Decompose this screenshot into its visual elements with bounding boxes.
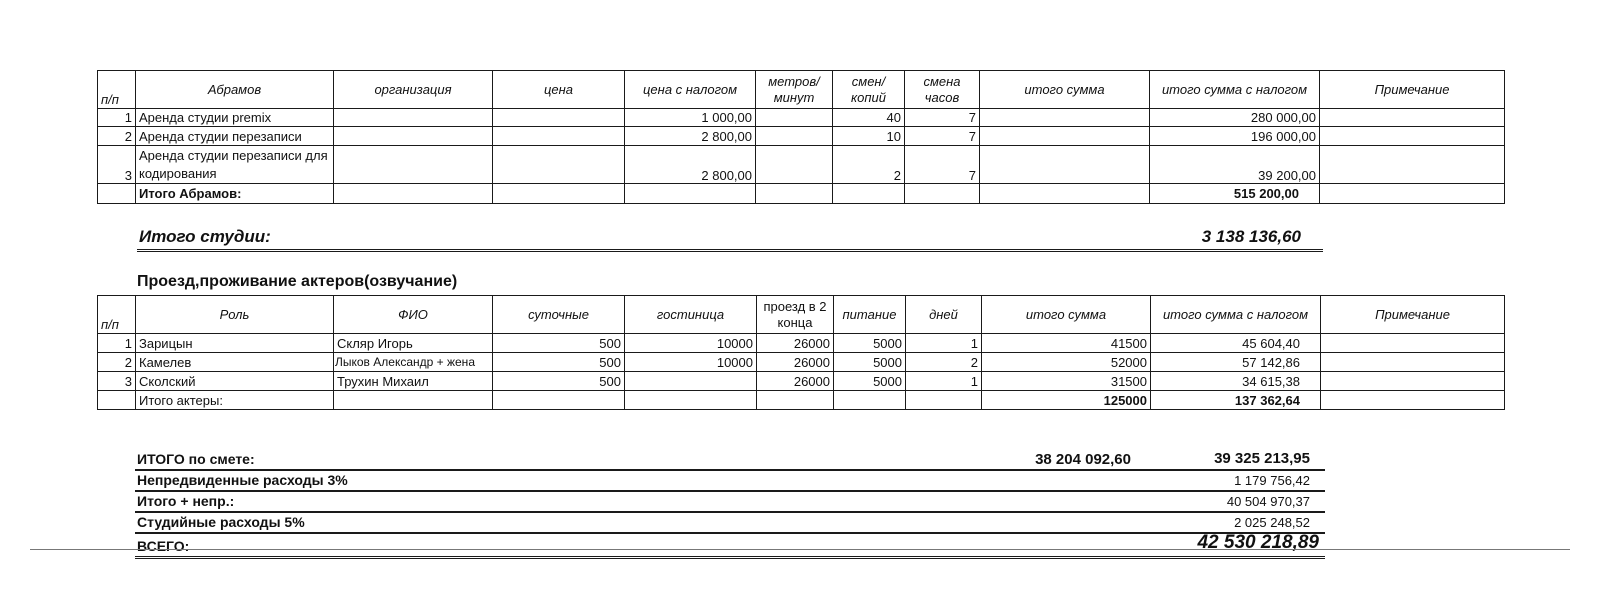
cell-empty bbox=[980, 146, 1150, 184]
col-header-travel: проезд в 2 конца bbox=[757, 296, 834, 334]
col-header-abramov: Абрамов bbox=[136, 71, 334, 109]
contingency-label: Непредвиденные расходы 3% bbox=[137, 472, 348, 488]
total-label: Итого Абрамов: bbox=[136, 184, 334, 204]
cell-empty bbox=[1321, 353, 1505, 372]
row-food: 5000 bbox=[834, 334, 906, 353]
row-total-tax: 45 604,40 bbox=[1151, 334, 1321, 353]
total-value: 515 200,00 bbox=[1150, 184, 1320, 204]
row-number: 2 bbox=[98, 353, 136, 372]
cell-empty bbox=[756, 109, 833, 127]
row-travel: 26000 bbox=[757, 353, 834, 372]
row-price-tax: 2 800,00 bbox=[625, 127, 756, 146]
cell-empty bbox=[1321, 372, 1505, 391]
col-header-total-tax: итого сумма с налогом bbox=[1151, 296, 1321, 334]
cell-empty bbox=[1321, 391, 1505, 410]
total-label: Итого актеры: bbox=[136, 391, 334, 410]
row-food: 5000 bbox=[834, 372, 906, 391]
row-total: 52000 bbox=[982, 353, 1151, 372]
row-daily: 500 bbox=[493, 372, 625, 391]
table-total-row bbox=[98, 391, 1505, 410]
table-row bbox=[98, 334, 1505, 353]
cell-empty bbox=[625, 184, 756, 204]
row-role: Зарицын bbox=[136, 334, 334, 353]
col-header-meters: метров/минут bbox=[756, 71, 833, 109]
studio-total-value: 3 138 136,60 bbox=[1201, 227, 1301, 246]
col-header-total: итого сумма bbox=[980, 71, 1150, 109]
col-header-organization: организация bbox=[334, 71, 493, 109]
table-row bbox=[98, 146, 1505, 184]
cell-empty bbox=[493, 184, 625, 204]
cell-empty bbox=[334, 184, 493, 204]
col-header-food: питание bbox=[834, 296, 906, 334]
col-header-days: дней bbox=[906, 296, 982, 334]
row-total: 41500 bbox=[982, 334, 1151, 353]
cell-empty bbox=[757, 391, 834, 410]
row-fio: Лыков Александр + жена bbox=[334, 353, 493, 372]
row-role: Камелев bbox=[136, 353, 334, 372]
actors-section-title: Проезд,проживание актеров(озвучание) bbox=[137, 273, 458, 290]
cell-empty bbox=[980, 127, 1150, 146]
row-fio: Скляр Игорь bbox=[334, 334, 493, 353]
summary-row-studio-costs bbox=[135, 513, 1325, 534]
table-total-row bbox=[98, 184, 1505, 204]
grand-total-label: ВСЕГО: bbox=[137, 538, 190, 554]
row-total-tax: 280 000,00 bbox=[1150, 109, 1320, 127]
row-shifts: 2 bbox=[833, 146, 905, 184]
studio-rental-table bbox=[97, 70, 1505, 204]
cell-empty bbox=[1320, 146, 1505, 184]
col-header-total: итого сумма bbox=[982, 296, 1151, 334]
col-header-number: п/п bbox=[98, 296, 136, 334]
cell-empty bbox=[834, 391, 906, 410]
row-hours: 7 bbox=[905, 127, 980, 146]
cell-empty bbox=[980, 109, 1150, 127]
summary-row-estimate bbox=[135, 450, 1325, 471]
row-fio: Трухин Михаил bbox=[334, 372, 493, 391]
cell-empty bbox=[756, 184, 833, 204]
cell-empty bbox=[334, 127, 493, 146]
total-tax: 137 362,64 bbox=[1151, 391, 1321, 410]
col-header-hours: смена часов bbox=[905, 71, 980, 109]
table-row bbox=[98, 127, 1505, 146]
row-number: 3 bbox=[98, 146, 136, 184]
row-name: Аренда студии перезаписи для кодирования bbox=[136, 146, 334, 184]
table-row bbox=[98, 372, 1505, 391]
row-daily: 500 bbox=[493, 334, 625, 353]
studio-total-line bbox=[137, 227, 1323, 252]
cell-empty bbox=[906, 391, 982, 410]
estimate-summary bbox=[135, 450, 1325, 559]
row-hotel bbox=[625, 372, 757, 391]
estimate-value: 38 204 092,60 bbox=[1035, 451, 1131, 468]
cell-empty bbox=[334, 146, 493, 184]
row-hotel: 10000 bbox=[625, 334, 757, 353]
row-hotel: 10000 bbox=[625, 353, 757, 372]
estimate-value-tax: 39 325 213,95 bbox=[1214, 450, 1310, 467]
summary-row-contingency bbox=[135, 471, 1325, 492]
col-header-hotel: гостиница bbox=[625, 296, 757, 334]
cell-empty bbox=[756, 146, 833, 184]
row-price-tax: 2 800,00 bbox=[625, 146, 756, 184]
cell-empty bbox=[493, 127, 625, 146]
row-daily: 500 bbox=[493, 353, 625, 372]
col-header-number: п/п bbox=[98, 71, 136, 109]
row-days: 2 bbox=[906, 353, 982, 372]
row-hours: 7 bbox=[905, 109, 980, 127]
total-sum: 125000 bbox=[982, 391, 1151, 410]
row-days: 1 bbox=[906, 334, 982, 353]
row-number: 2 bbox=[98, 127, 136, 146]
cell-empty bbox=[98, 184, 136, 204]
row-food: 5000 bbox=[834, 353, 906, 372]
col-header-price: цена bbox=[493, 71, 625, 109]
table-header-row bbox=[98, 296, 1505, 334]
row-name: Аренда студии перезаписи bbox=[136, 127, 334, 146]
subtotal-label: Итого + непр.: bbox=[137, 493, 235, 509]
col-header-role: Роль bbox=[136, 296, 334, 334]
cell-empty bbox=[334, 391, 493, 410]
cell-empty bbox=[833, 184, 905, 204]
cell-empty bbox=[493, 109, 625, 127]
page-bottom-rule bbox=[30, 549, 1570, 550]
cell-empty bbox=[980, 184, 1150, 204]
col-header-note: Примечание bbox=[1321, 296, 1505, 334]
cell-empty bbox=[1320, 127, 1505, 146]
cell-empty bbox=[1320, 109, 1505, 127]
row-price-tax: 1 000,00 bbox=[625, 109, 756, 127]
col-header-fio: ФИО bbox=[334, 296, 493, 334]
cell-empty bbox=[493, 146, 625, 184]
row-travel: 26000 bbox=[757, 334, 834, 353]
studio-costs-label: Студийные расходы 5% bbox=[137, 514, 305, 530]
grand-total-value: 42 530 218,89 bbox=[1197, 532, 1319, 553]
row-total-tax: 39 200,00 bbox=[1150, 146, 1320, 184]
actors-table bbox=[97, 295, 1505, 410]
row-total: 31500 bbox=[982, 372, 1151, 391]
table-row bbox=[98, 109, 1505, 127]
subtotal-value: 40 504 970,37 bbox=[1226, 494, 1310, 509]
estimate-label: ИТОГО по смете: bbox=[137, 451, 255, 467]
row-name: Аренда студии premix bbox=[136, 109, 334, 127]
col-header-daily: суточные bbox=[493, 296, 625, 334]
cell-empty bbox=[756, 127, 833, 146]
row-hours: 7 bbox=[905, 146, 980, 184]
row-number: 1 bbox=[98, 109, 136, 127]
cell-empty bbox=[334, 109, 493, 127]
col-header-note: Примечание bbox=[1320, 71, 1505, 109]
row-days: 1 bbox=[906, 372, 982, 391]
row-total-tax: 34 615,38 bbox=[1151, 372, 1321, 391]
cell-empty bbox=[1320, 184, 1505, 204]
studio-costs-value: 2 025 248,52 bbox=[1234, 515, 1310, 530]
row-total-tax: 57 142,86 bbox=[1151, 353, 1321, 372]
contingency-value: 1 179 756,42 bbox=[1234, 473, 1310, 488]
col-header-total-tax: итого сумма с налогом bbox=[1150, 71, 1320, 109]
summary-row-grand-total bbox=[135, 534, 1325, 559]
table-header-row bbox=[98, 71, 1505, 109]
row-total-tax: 196 000,00 bbox=[1150, 127, 1320, 146]
studio-total-label: Итого студии: bbox=[139, 227, 271, 246]
col-header-price-tax: цена с налогом bbox=[625, 71, 756, 109]
row-travel: 26000 bbox=[757, 372, 834, 391]
table-row bbox=[98, 353, 1505, 372]
row-shifts: 40 bbox=[833, 109, 905, 127]
cell-empty bbox=[1321, 334, 1505, 353]
cell-empty bbox=[905, 184, 980, 204]
row-number: 1 bbox=[98, 334, 136, 353]
row-role: Сколский bbox=[136, 372, 334, 391]
col-header-shifts: смен/копий bbox=[833, 71, 905, 109]
cell-empty bbox=[493, 391, 625, 410]
cell-empty bbox=[98, 391, 136, 410]
row-number: 3 bbox=[98, 372, 136, 391]
row-shifts: 10 bbox=[833, 127, 905, 146]
cell-empty bbox=[625, 391, 757, 410]
summary-row-subtotal bbox=[135, 492, 1325, 513]
